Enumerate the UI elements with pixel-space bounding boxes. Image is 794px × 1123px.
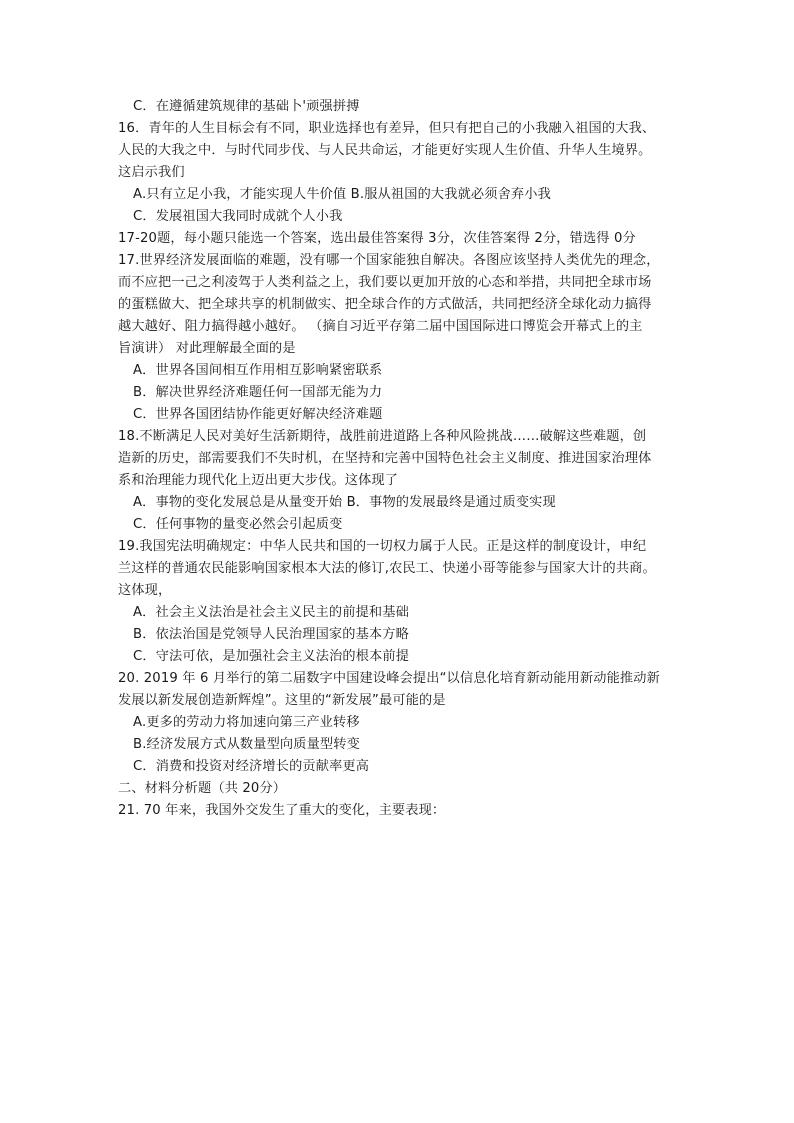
question-19-text: 兰这样的普通农民能影响国家根本大法的修订,农民工、快递小哥等能参与国家大计的共商。 <box>118 561 656 576</box>
question-20-text: 20. 2019 年 6 月举行的第二届数字中国建设峰会提出“以信息化培育新动能用新动能推动新 <box>118 671 660 686</box>
section-heading: 二、材料分析题（共 20分） <box>118 781 287 796</box>
question-21-text: 21. 70 年来，我国外交发生了重大的变化，主要表现： <box>118 803 446 818</box>
option-16-ab: A.只有立足小我，才能实现人牛价值 B.服从祖国的大我就必须舍弃小我 <box>133 187 551 202</box>
option-20-c: C．消费和投资对经济增长的贡献率更高 <box>133 759 370 774</box>
option-17-c: C．世界各国团结协作能更好解决经济难题 <box>133 407 383 422</box>
option-19-a: A．社会主义法治是社会主义民主的前提和基础 <box>133 605 409 620</box>
question-19-text: 19.我国宪法明确规定：中华人民共和国的一切权力属于人民。正是这样的制度设计，申纪 <box>118 539 647 554</box>
option-19-c: C．守法可依，是加强社会主义法治的根本前提 <box>133 649 410 664</box>
option-17-a: A．世界各国间相互作用相互影响紧密联系 <box>133 363 383 378</box>
option-16-c: C．发展祖国大我同时成就个人小我 <box>133 209 343 224</box>
question-18-text: 系和治理能力现代化上迈出更大步伐。这体现了 <box>118 473 399 488</box>
option-18-ab: A．事物的变化发展总是从量变开始 B．事物的发展最终是通过质变实现 <box>133 495 556 510</box>
option-20-b: B.经济发展方式从数量型向质量型转变 <box>133 737 360 752</box>
section-instructions: 17-20题，每小题只能选一个答案，选出最佳答案得 3分，次佳答案得 2分，错选得 0分 <box>118 231 636 246</box>
question-19-text: 这体现， <box>118 583 172 598</box>
question-18-text: 造新的历史，部需要我们不失时机，在坚持和完善中国特色社会主义制度、推进国家治理体 <box>118 451 652 466</box>
option-15-c: C．在遵循建筑规律的基础卜'顽强拼搏 <box>133 99 360 114</box>
option-17-b: B．解决世界经济难题任何一国部无能为力 <box>133 385 383 400</box>
question-16-text: 16．青年的人生目标会有不同，职业选择也有差异，但只有把自己的小我融入祖国的大我、 <box>118 121 656 136</box>
question-16-text: 人民的大我之中．与时代同步伐、与人民共命运，才能更好实现人生价值、升华人生境界。 <box>118 143 652 158</box>
question-17-text: 的蛋糕做大、把全球共享的机制做实、把全球合作的方式做活，共同把经济全球化动力搞得 <box>118 297 652 312</box>
question-17-text: 17.世界经济发展面临的难题，没有哪一个国家能独自解决。各图应该坚持人类优先的理念， <box>118 253 660 268</box>
question-17-text: 旨演讲） 对此理解最全面的是 <box>118 341 296 356</box>
option-20-a: A.更多的劳动力将加速向第三产业转移 <box>133 715 360 730</box>
option-18-c: C．任何事物的量变必然会引起质变 <box>133 517 343 532</box>
question-20-text: 发展以新发展创造新辉煌”。这里的“新发展”最可能的是 <box>118 693 446 708</box>
question-16-text: 这启示我们 <box>118 165 185 180</box>
question-18-text: 18.不断满足人民对美好生活新期待，战胜前进道路上各种风险挑战……破解这些难题，创 <box>118 429 647 444</box>
question-17-text: 越大越好、阻力搞得越小越好。 （摘自习近平存第二届中国国际进口博览会开幕式上的主 <box>118 319 643 334</box>
question-17-text: 而不应把一己之利凌驾于人类利益之上，我们要以更加开放的心态和举措，共同把全球市场 <box>118 275 652 290</box>
option-19-b: B．依法治国是党领导人民治理国家的基本方略 <box>133 627 409 642</box>
